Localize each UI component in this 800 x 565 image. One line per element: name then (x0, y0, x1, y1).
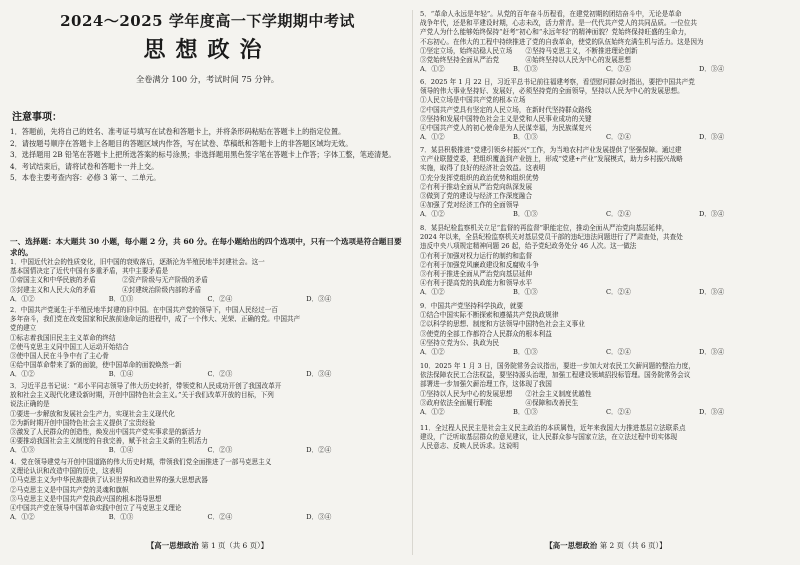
question-line: ②马克思主义是中国共产党的灵魂和旗帜 (10, 485, 129, 494)
question-line: 放和社会主义现代化建设新时期，开创中国特色社会主义。”关于我们改革开放的目标，下列 (10, 391, 274, 400)
option: A．①② (420, 210, 445, 219)
option: D．③④ (699, 65, 725, 74)
question-10 (420, 362, 792, 417)
option: A．①② (420, 348, 445, 357)
answer-options (420, 210, 792, 219)
page-footer (10, 540, 405, 551)
question-line: 7．某县积极推进“党建引领乡村振兴”工作，为当地农村产业发展提供了坚强保障。通过建 (420, 146, 682, 154)
footer-subject: 【高一思想政治 (545, 541, 598, 550)
question-line: ①坚定立场，始终站稳人民立场 ②坚持马克思主义，不断推进理论创新 (420, 46, 638, 55)
question-line: ①结合中国实际不断探索和遵循共产党执政规律 (420, 311, 559, 320)
footer-subject: 【高一思想政治 (146, 541, 199, 550)
page-footer (420, 540, 792, 551)
question-line: 4．党在领导建党与开创中国道路的伟大历史时期，带领我们党全面推进了一部马克思主义 (10, 458, 272, 466)
option: D．③④ (306, 370, 332, 379)
question-line: ③坚持和发展中国特色社会主义是党和人民事业成功的关键 (420, 114, 592, 123)
question-line: 10．2025 年 1 月 3 日，国务院常务会议指出，要进一步加大对农民工欠薪问题的整治力度， (420, 362, 695, 370)
option: C．②④ (207, 294, 233, 303)
option: C．②④ (606, 65, 631, 74)
answer-options (10, 446, 405, 455)
question-line: ④坚持立党为公、执政为民 (420, 338, 500, 347)
question-line: ①人民立场是中国共产党的根本立场 (420, 96, 526, 105)
question-line: ④给中国革命带来了新的面貌，使中国革命的面貌焕然一新 (10, 361, 182, 370)
question-6 (420, 78, 792, 142)
note-item: 3．选择题用 2B 铅笔在答题卡上把所选答案的标号涂黑；非选择题用黑色签字笔在答题卡上作答；字体工整，笔迹清楚。 (10, 150, 396, 159)
question-line: ①充分发挥党组织的政治优势和组织优势 (420, 173, 539, 182)
question-line: ④中国共产党在领导中国革命实践中创立了马克思主义理论 (10, 504, 182, 513)
question-line: ④加强了党对经济工作的全面领导 (420, 201, 519, 210)
option: A．①② (10, 370, 35, 379)
question-line: 说法正确的是 (10, 400, 50, 409)
question-line: 义理论认识和改造中国的历史，这表明 (10, 467, 123, 476)
answer-options (420, 133, 792, 142)
option: D．③④ (699, 348, 725, 357)
question-11 (420, 424, 792, 452)
question-line: ①标志着我国旧民主主义革命的终结 (10, 333, 116, 342)
question-line: ①坚持以人民为中心的发展思想 ②社会主义制度优越性 (420, 389, 592, 398)
option: B．①④ (108, 370, 134, 379)
question-line: 2024 年以来，全县纪检监察机关对基层党员干部的违纪违法问题进行了严肃查处，共查处 (420, 233, 683, 242)
question-line: 3．习近平总书记说：“邓小平同志领导了伟大历史转折，带领党和人民成功开创了我国改革开 (10, 382, 282, 390)
question-line: ②有利于加强党风廉政建设和反腐败斗争 (420, 260, 539, 269)
question-2 (10, 306, 405, 380)
option: D．③④ (699, 133, 725, 142)
right-page (420, 0, 792, 565)
question-3 (10, 382, 405, 456)
question-line: 依法保障农民工合法权益，要坚持源头治理，加强工程建设领域招投标管理。国务院常务会议 (420, 371, 691, 380)
option: C．②④ (606, 133, 631, 142)
footer-page-number: 第 2 页（共 6 页）】 (599, 541, 667, 550)
question-7 (420, 146, 792, 220)
notes-list (10, 126, 405, 184)
question-8 (420, 224, 792, 298)
question-line: 不忘初心。在伟大的工程中持续推进了党的自我革命，使党的队伍始终充满生机与活力。这是因为 (420, 37, 704, 46)
option: B．①③ (513, 65, 538, 74)
question-line: ①要进一步解放和发展社会生产力，实现社会主义现代化 (10, 409, 175, 418)
note-item: 1．答题前，先将自己的姓名、准考证号填写在试卷和答题卡上，并将条形码粘贴在答题卡上的指定位置。 (10, 127, 346, 136)
question-1 (10, 258, 405, 304)
option: B．①③ (513, 408, 538, 417)
option: B．①③ (513, 133, 538, 142)
exam-subject: 思想政治 (143, 37, 272, 63)
question-line: ④中国共产党人的初心使命是为人民谋幸福，为民族谋复兴 (420, 124, 592, 133)
option: C．②④ (606, 408, 631, 417)
question-line: 人民意志、反映人民诉求。这说明 (420, 442, 519, 451)
column-divider (412, 10, 413, 555)
question-line: 11．全过程人民民主是社会主义民主政治的本质属性，近年来我国大力推进基层立法联系点 (420, 424, 686, 432)
option: A．①② (420, 288, 445, 297)
footer-page-number: 第 1 页（共 6 页）】 (201, 541, 269, 550)
question-line: 基本国情决定了近代中国有多重矛盾，其中主要矛盾是 (10, 267, 169, 276)
question-line: 党的建立 (10, 324, 37, 333)
question-line: 8．某县纪检监察机关立足“监督的再监督”职能定位，推动全面从严治党向基层延伸， (420, 224, 669, 232)
score-line: 全卷满分 100 分，考试时间 75 分钟。 (136, 74, 279, 84)
question-5 (420, 10, 792, 74)
question-line: 战争年代，还是和平建设时期，心志未改，活力常青。是一代代共产党人的共同品质。一位位共 (420, 19, 697, 28)
question-line: 立产业联盟党委，把组织覆盖到产业链上，形成“党建+产业”发展模式，助力乡村振兴战略 (420, 155, 683, 164)
question-line: 违反中央八项规定精神问题 26 起，给予党纪政务处分 46 人次。这一做法 (420, 242, 637, 251)
answer-options (420, 348, 792, 357)
option: D．③④ (699, 210, 725, 219)
option: C．②③ (207, 446, 233, 455)
question-line: ③有利于推进全面从严治党向基层延伸 (420, 270, 533, 279)
section-title: 一、选择题：本大题共 30 小题，每小题 2 分，共 60 分。在每小题给出的四个选项中，只有一个选项是符合题目要求的。 (10, 237, 402, 257)
option: C．②③ (207, 370, 233, 379)
option: B．①③ (513, 210, 538, 219)
option: D．②④ (306, 446, 332, 455)
question-line: 1．中国近代社会的性质变化，旧中国的衰败落后，逐渐沦为半殖民地半封建社会。这一 (10, 258, 265, 266)
question-line: 2．中国共产党诞生于半殖民地半封建的旧中国。在中国共产党的领导下，中国人民经过一百 (10, 306, 278, 314)
question-line: ③马克思主义是中国共产党执政兴国的根本指导思想 (10, 494, 162, 503)
option: D．③④ (699, 408, 725, 417)
question-line: 9．中国共产党坚持科学执政，就要 (420, 302, 524, 310)
exam-title: 2024～2025 学年度高一下学期期中考试 (60, 12, 355, 30)
option: A．①② (420, 133, 445, 142)
question-line: 建设，广泛听取基层群众的意见建议，让人民群众参与国家立法，在立法过程中切实体现 (420, 433, 678, 442)
question-line: 5．“革命人永远是年轻”。从党的百年奋斗历程看，在建党初期的团结奋斗中，无论是革命 (420, 10, 682, 18)
question-line: ③激发了人民群众的创造性，焕发出中国共产党实事求是的新活力 (10, 428, 202, 437)
option: D．③④ (699, 288, 725, 297)
question-line: ③使中国人民在斗争中有了主心骨 (10, 352, 109, 361)
question-line: ③党始终坚持全面从严治党 ④始终坚持以人民为中心的发展思想 (420, 56, 631, 65)
note-item: 5．本卷主要考查内容：必修 3 第一、二单元。 (10, 173, 161, 182)
question-line: ①有利于加强对权力运行的制约和监督 (420, 251, 533, 260)
question-line: ①帝国主义和中华民族的矛盾 ②资产阶级与无产阶级的矛盾 (10, 276, 208, 285)
option: A．①③ (10, 446, 35, 455)
option: A．①② (420, 408, 445, 417)
option: C．②④ (207, 513, 233, 522)
option: B．①④ (108, 446, 134, 455)
question-line: ④要推动我国社会主义制度的自我完善，赋予社会主义新的生机活力 (10, 437, 208, 446)
question-line: ②中国共产党具有坚定的人民立场，在新时代坚持群众路线 (420, 105, 592, 114)
question-line: ③做到了党的建设与经济工作深度融合 (420, 192, 533, 201)
option: D．③④ (306, 294, 332, 303)
question-line: ②使马克思主义同中国工人运动开始结合 (10, 342, 129, 351)
question-line: 部署进一步加强欠薪治理工作，这体现了我国 (420, 380, 552, 389)
question-line: 实施，取得了良好的经济社会效益。这表明 (420, 164, 546, 173)
question-4 (10, 458, 405, 522)
question-line: ①马克思主义为中华民族提供了认识世界和改造世界的强大思想武器 (10, 476, 208, 485)
option: B．①③ (513, 348, 538, 357)
option: B．①③ (108, 294, 134, 303)
note-item: 4．考试结束后，请将试卷和答题卡一并上交。 (10, 161, 159, 171)
option: B．①③ (513, 288, 538, 297)
answer-options (10, 370, 405, 379)
question-line: ③使党的全部工作都符合人民群众的根本利益 (420, 329, 552, 338)
answer-options (420, 65, 792, 74)
answer-options (420, 288, 792, 297)
answer-options (420, 408, 792, 417)
option: A．①② (10, 513, 35, 522)
option: C．②④ (606, 348, 631, 357)
question-line: ②为新时期开创中国特色社会主义提供了宝贵经验 (10, 418, 156, 427)
question-9 (420, 302, 792, 357)
question-line: 产党人为什么能够始终保持“赶考”初心和“永远年轻”的精神面貌？党始终保持旺盛的生命力， (420, 28, 691, 37)
question-line: ③政府依法全面履行职能 ④保障和改善民生 (420, 398, 579, 407)
question-line: 多年奋斗，我们党在改变国家和民族前途命运的进程中，成了一个伟大、光荣、正确的党。中国共产 (10, 315, 301, 324)
option: C．②④ (606, 210, 631, 219)
option: D．③④ (306, 513, 332, 522)
question-line: ②有利于推动全面从严治党向纵深发展 (420, 182, 533, 191)
option: A．①② (10, 294, 35, 303)
question-line: 领导的伟大事业坚持好、发展好，必须坚持党的全面领导，坚持以人民为中心的发展思想。 (420, 87, 684, 96)
question-line: ③封建主义和人民大众的矛盾 ④封建统治阶级内部的矛盾 (10, 285, 202, 294)
option: C．②④ (606, 288, 631, 297)
question-line: 6．2025 年 1 月 22 日，习近平总书记前往福建考察，看望慰问群众时指出，要把中国共产党 (420, 78, 695, 86)
notes-title: 注意事项： (12, 112, 62, 123)
question-line: ④有利于提高党的执政能力和领导水平 (420, 279, 533, 288)
answer-options (10, 295, 405, 304)
note-item: 2．请按题号顺序在答题卡上各题目的答题区域内作答，写在试卷、草稿纸和答题卡上的非答题区域均无效。 (10, 138, 353, 148)
question-line: ②以科学的思想、制度和方法领导中国特色社会主义事业 (420, 320, 585, 329)
option: B．①③ (108, 513, 134, 522)
left-page (10, 0, 405, 565)
option: A．①② (420, 65, 445, 74)
answer-options (10, 513, 405, 522)
